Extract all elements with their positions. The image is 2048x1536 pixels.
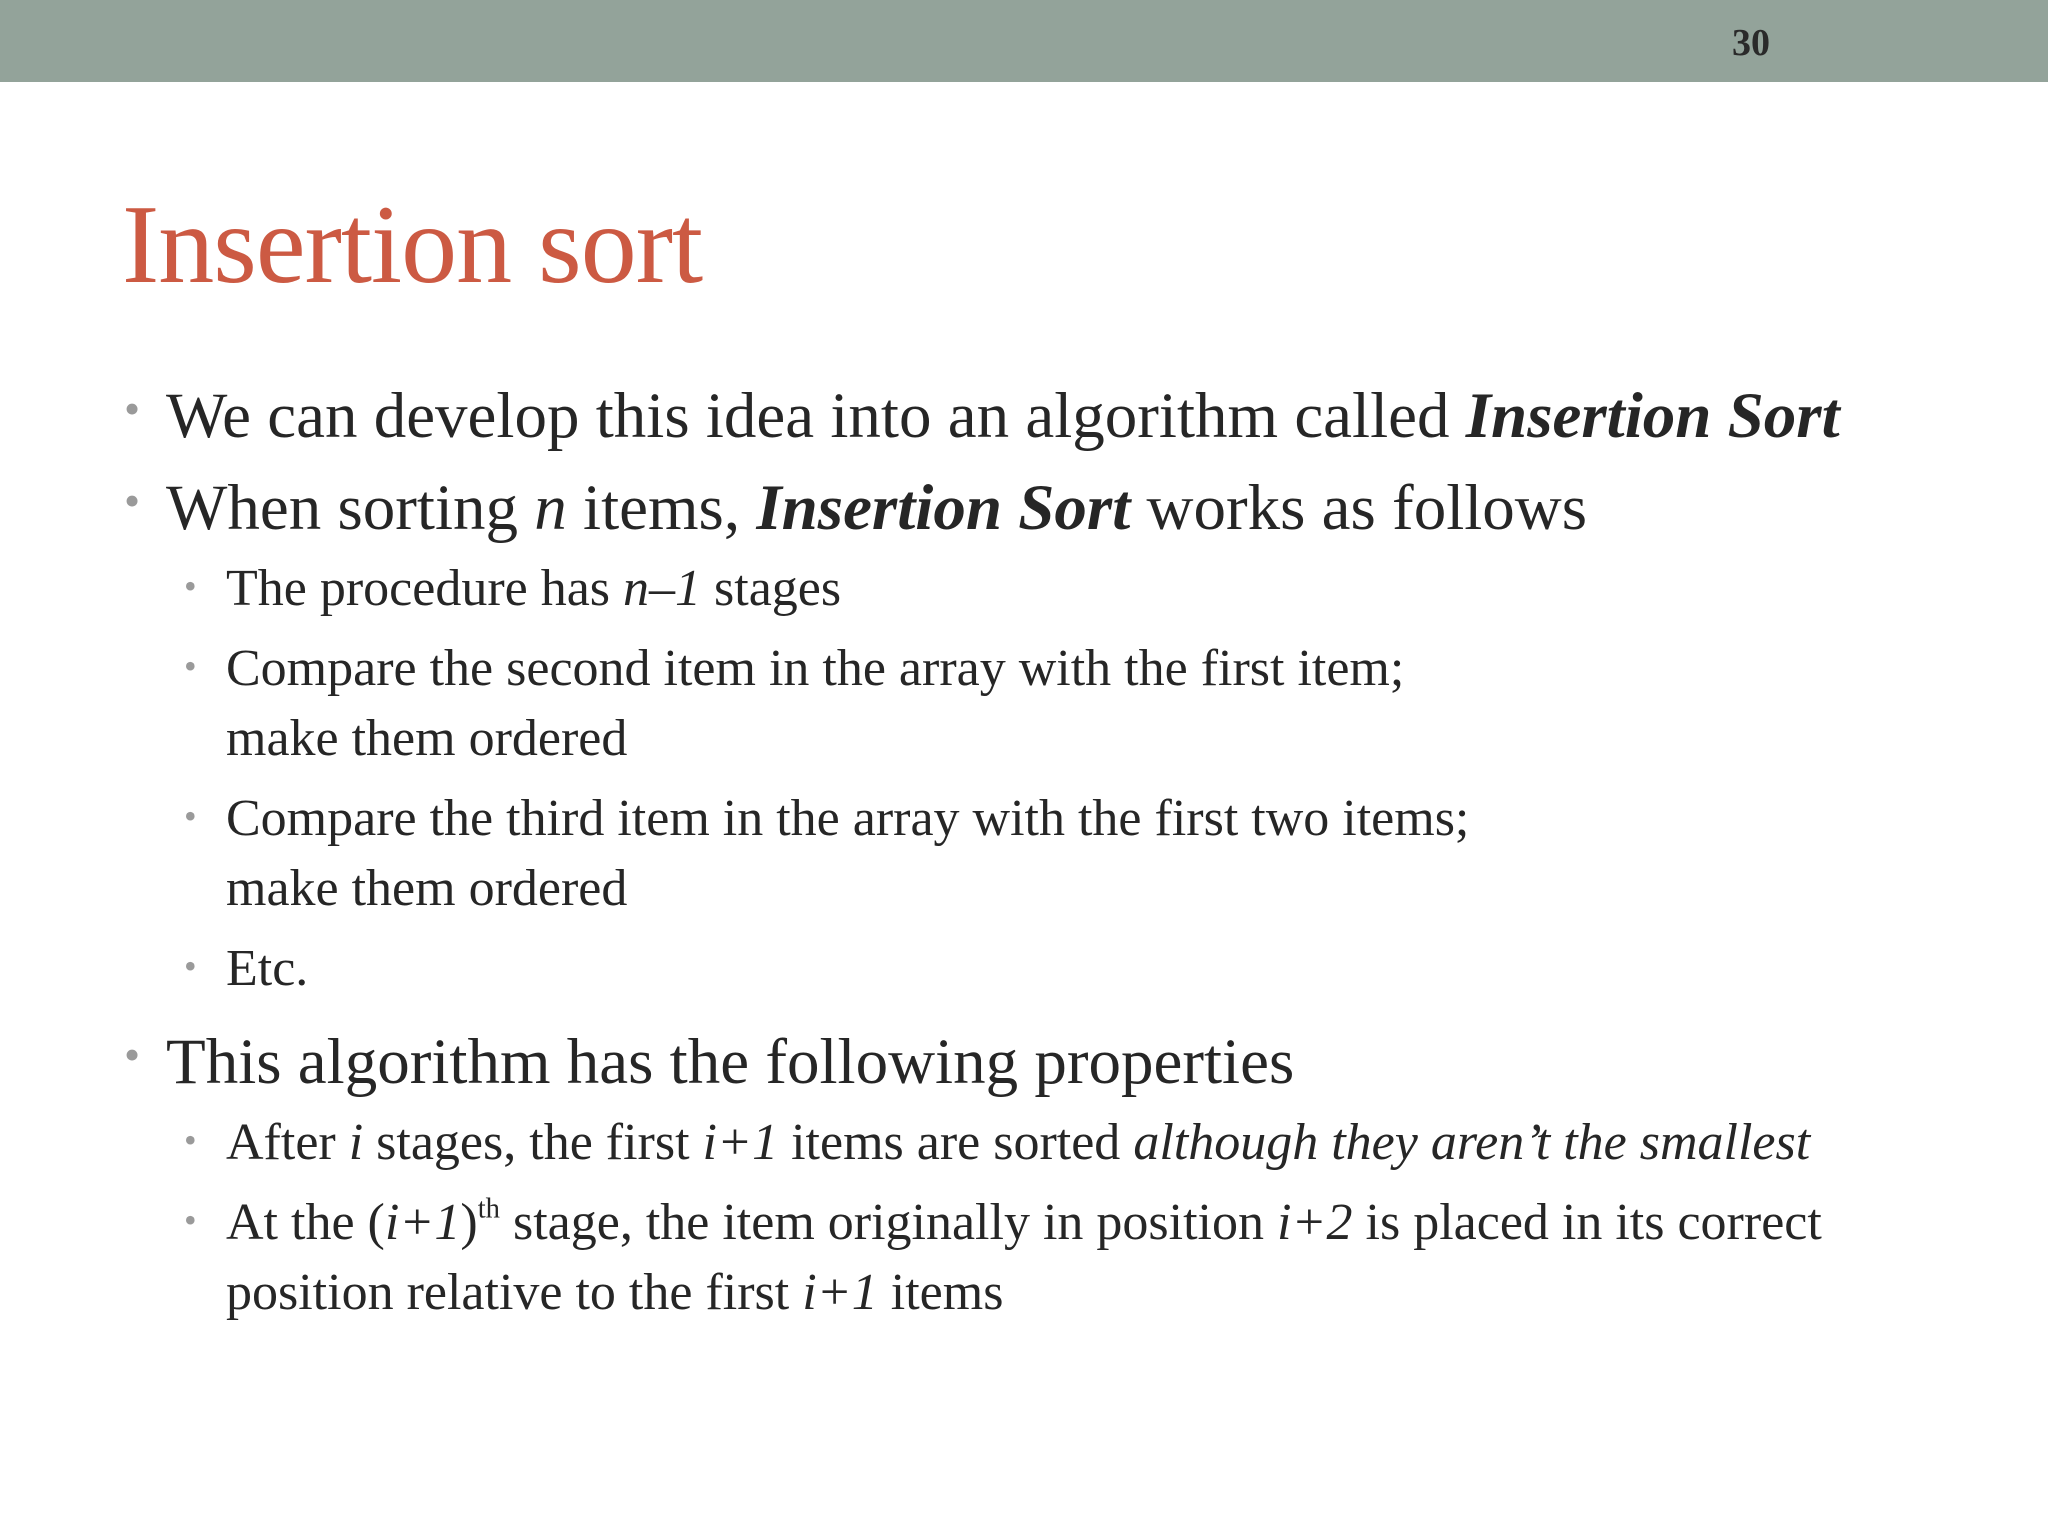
sub-bullet-text: stages, the first (363, 1114, 703, 1171)
sub-bullet-text: make them ordered (226, 860, 628, 917)
bullet-emphasis: Insertion Sort (756, 472, 1131, 544)
bullet-3 (122, 1016, 2022, 1108)
slide-title: Insertion sort (122, 183, 703, 307)
sub-bullet-text: items are sorted (778, 1114, 1134, 1171)
sub-bullet (122, 1188, 2022, 1328)
bullet-dot-icon: • (184, 566, 197, 606)
sub-bullet-text: position relative to the first (226, 1264, 803, 1321)
sub-bullet-text: At the ( (226, 1194, 385, 1251)
bullet-1 (122, 370, 2022, 462)
sub-bullet-text: is placed in its correct (1352, 1194, 1822, 1251)
superscript: th (477, 1193, 500, 1225)
bullet-emphasis: Insertion Sort (1465, 380, 1840, 452)
bullet-text: items, (566, 472, 757, 544)
variable: n (534, 472, 567, 544)
sub-bullet (122, 1108, 2022, 1178)
bullet-dot-icon: • (184, 946, 197, 986)
bullet-text: We can develop this idea into an algorithm called (166, 380, 1466, 452)
variable: i (348, 1114, 364, 1171)
sub-bullet-text: ) (460, 1194, 478, 1251)
bullet-text: works as follows (1130, 472, 1588, 544)
bullet-dot-icon: • (184, 646, 197, 686)
variable: i+1 (702, 1114, 779, 1171)
sub-bullet-text: Compare the third item in the array with the first two items; (226, 790, 1470, 847)
emphasis-text: although they aren’t the smallest (1133, 1114, 1811, 1171)
bullet-dot-icon: • (124, 383, 141, 434)
bullet-dot-icon: • (184, 1200, 197, 1240)
sub-bullet-text: After (226, 1114, 349, 1171)
variable: i+1 (384, 1194, 461, 1251)
sub-bullet (122, 784, 2022, 924)
slide-body (122, 370, 2022, 1328)
slide-number: 30 (1732, 22, 1770, 64)
sub-bullet-text: Compare the second item in the array with the first item; (226, 640, 1405, 697)
sub-bullet-text: items (877, 1264, 1004, 1321)
bullet-dot-icon: • (124, 1029, 141, 1080)
sub-bullet (122, 934, 2022, 1004)
sub-bullet-text: Etc. (226, 940, 309, 997)
sub-bullet-text: stage, the item originally in position (499, 1194, 1277, 1251)
sub-bullet-text: stages (701, 560, 842, 617)
bullet-dot-icon: • (124, 475, 141, 526)
bullet-text: This algorithm has the following properties (166, 1026, 1295, 1098)
variable: i+2 (1276, 1194, 1353, 1251)
sub-bullet-text: make them ordered (226, 710, 628, 767)
bullet-dot-icon: • (184, 1120, 197, 1160)
sub-bullet (122, 554, 2022, 624)
sub-bullet (122, 634, 2022, 774)
bullet-2 (122, 462, 2022, 554)
sub-bullet-text: The procedure has (226, 560, 624, 617)
variable: n–1 (623, 560, 702, 617)
bullet-text: When sorting (166, 472, 535, 544)
bullet-dot-icon: • (184, 796, 197, 836)
variable: i+1 (802, 1264, 878, 1321)
